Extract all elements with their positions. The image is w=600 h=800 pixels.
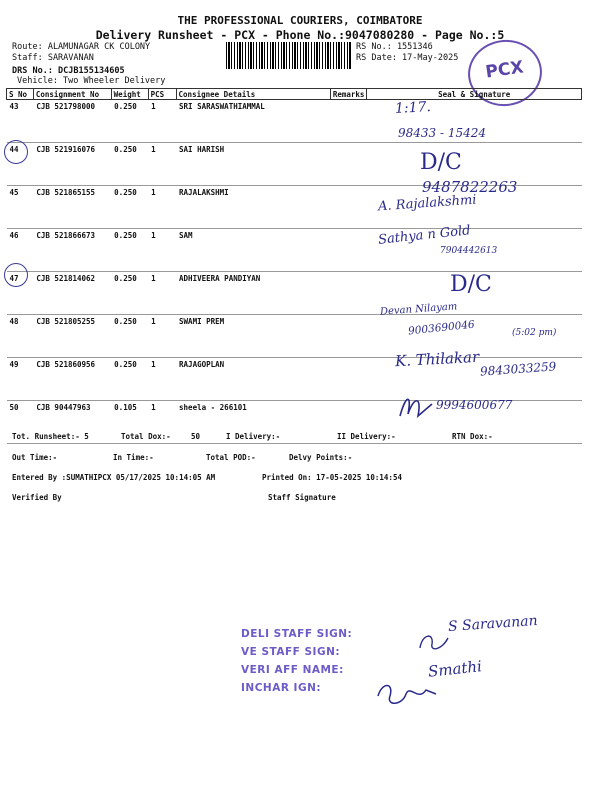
col-weight: Weight xyxy=(111,89,148,100)
signature-48-time: (5:02 pm) xyxy=(512,328,557,338)
signoff-verified-signature: Smathi xyxy=(427,657,483,681)
cell-consignment: CJB 90447963 xyxy=(33,401,111,444)
total-dox-value: 50 xyxy=(191,432,201,441)
signature-46-name: Sathya n Gold xyxy=(377,223,472,248)
cell-consignee: sheela - 266101 xyxy=(176,401,330,444)
cell-pcs: 1 xyxy=(148,358,176,401)
signature-50-phone: 9994600677 xyxy=(436,398,513,412)
cell-weight: 0.250 xyxy=(111,358,148,401)
cell-remarks xyxy=(330,143,367,186)
cell-remarks xyxy=(330,272,367,315)
cell-sno: 43 xyxy=(7,100,34,143)
cell-weight: 0.105 xyxy=(111,401,148,444)
signoff-initials-scribble xyxy=(416,630,452,660)
cell-consignment: CJB 521814062 xyxy=(33,272,111,315)
cell-sno: 48 xyxy=(7,315,34,358)
cell-pcs: 1 xyxy=(148,315,176,358)
cell-consignment: CJB 521865155 xyxy=(33,186,111,229)
table-row xyxy=(7,100,582,143)
ii-delivery: II Delivery:- xyxy=(337,432,396,441)
pen-circle-44 xyxy=(4,140,28,164)
cell-remarks xyxy=(330,315,367,358)
cell-remarks xyxy=(330,229,367,272)
cell-consignee: ADHIVEERA PANDIYAN xyxy=(176,272,330,315)
verified-by: Verified By xyxy=(12,493,62,502)
signature-49-phone: 9843033259 xyxy=(479,359,557,379)
col-consignment: Consignment No xyxy=(33,89,111,100)
pen-circle-47 xyxy=(4,263,28,287)
cell-pcs: 1 xyxy=(148,401,176,444)
signature-47-dc: D/C xyxy=(450,272,492,297)
drs-number: DRS No.: DCJB155134605 xyxy=(12,66,125,76)
signature-43-time: 1:17. xyxy=(394,99,432,117)
runsheet-table xyxy=(6,88,582,444)
cell-consignee: SAI HARISH xyxy=(176,143,330,186)
cell-weight: 0.250 xyxy=(111,186,148,229)
cell-sno: 45 xyxy=(7,186,34,229)
stamp-verified-staff-name: VERI AFF NAME: xyxy=(241,664,344,676)
cell-pcs: 1 xyxy=(148,143,176,186)
col-pcs: PCS xyxy=(148,89,176,100)
signature-43-phone: 98433 - 15424 xyxy=(398,126,487,140)
cell-sno: 44 xyxy=(7,143,34,186)
signature-50-scribble xyxy=(396,392,436,424)
cell-consignee: RAJAGOPLAN xyxy=(176,358,330,401)
rtn-dox: RTN Dox:- xyxy=(452,432,493,441)
col-remarks: Remarks xyxy=(330,89,367,100)
entered-by: Entered By :SUMATHIPCX 05/17/2025 10:14:05 AM xyxy=(12,473,216,482)
col-sno: S No xyxy=(7,89,34,100)
rs-date: RS Date: 17-May-2025 xyxy=(356,53,459,63)
cell-sno: 50 xyxy=(7,401,34,444)
vehicle: Vehicle: Two Wheeler Delivery xyxy=(17,76,166,86)
runsheet-title: Delivery Runsheet - PCX - Phone No.:9047080280 - Page No.:5 xyxy=(95,28,505,42)
cell-pcs: 1 xyxy=(148,100,176,143)
cell-sno: 47 xyxy=(7,272,34,315)
staff: Staff: SARAVANAN xyxy=(12,53,94,63)
signature-46-phone: 7904442613 xyxy=(440,246,498,256)
cell-consignee: SRI SARASWATHIAMMAL xyxy=(176,100,330,143)
stamp-verified-staff-sign: VE STAFF SIGN: xyxy=(241,646,341,658)
cell-consignment: CJB 521805255 xyxy=(33,315,111,358)
out-time: Out Time:- xyxy=(12,453,58,462)
cell-weight: 0.250 xyxy=(111,315,148,358)
cell-weight: 0.250 xyxy=(111,229,148,272)
table-row xyxy=(7,272,582,315)
cell-consignee: SWAMI PREM xyxy=(176,315,330,358)
table-row xyxy=(7,315,582,358)
cell-pcs: 1 xyxy=(148,272,176,315)
company-name: THE PROFESSIONAL COURIERS, COIMBATORE xyxy=(177,14,423,27)
cell-consignment: CJB 521916076 xyxy=(33,143,111,186)
signature-45-name: A. Rajalakshmi xyxy=(377,192,477,215)
table-header-row xyxy=(7,89,582,100)
rs-number: RS No.: 1551346 xyxy=(356,42,433,52)
pcx-stamp: PCX xyxy=(464,35,546,111)
cell-consignment: CJB 521866673 xyxy=(33,229,111,272)
signature-49-name: K. Thilakar xyxy=(394,347,480,371)
cell-consignment: CJB 521860956 xyxy=(33,358,111,401)
printed-on: Printed On: 17-05-2025 10:14:54 xyxy=(262,473,402,482)
in-time: In Time:- xyxy=(113,453,154,462)
cell-remarks xyxy=(330,186,367,229)
signature-48-name: Devan Nilayam xyxy=(379,301,458,318)
cell-weight: 0.250 xyxy=(111,272,148,315)
cell-consignee: SAM xyxy=(176,229,330,272)
signature-44-dc: D/C xyxy=(420,150,462,175)
incharge-scribble xyxy=(372,676,442,714)
barcode xyxy=(226,42,352,69)
cell-pcs: 1 xyxy=(148,186,176,229)
total-dox-label: Total Dox:- xyxy=(121,432,171,441)
col-consignee: Consignee Details xyxy=(176,89,330,100)
cell-consignee: RAJALAKSHMI xyxy=(176,186,330,229)
stamp-delivery-staff-sign: DELI STAFF SIGN: xyxy=(241,628,353,640)
i-delivery: I Delivery:- xyxy=(226,432,281,441)
cell-sno: 46 xyxy=(7,229,34,272)
signature-45-phone: 9487822263 xyxy=(422,178,518,196)
cell-pcs: 1 xyxy=(148,229,176,272)
signoff-staff-signature: S Saravanan xyxy=(447,612,539,636)
cell-remarks xyxy=(330,358,367,401)
stamp-incharge-sign: INCHAR IGN: xyxy=(241,682,322,694)
cell-weight: 0.250 xyxy=(111,100,148,143)
col-signature: Seal & Signature xyxy=(367,89,582,100)
delvy-points: Delvy Points:- xyxy=(289,453,353,462)
signature-48-phone: 9003690046 xyxy=(407,318,476,338)
route: Route: ALAMUNAGAR CK COLONY xyxy=(12,42,151,52)
staff-signature-label: Staff Signature xyxy=(268,493,336,502)
total-pod: Total POD:- xyxy=(206,453,256,462)
cell-consignment: CJB 521798000 xyxy=(33,100,111,143)
cell-sno: 49 xyxy=(7,358,34,401)
total-runsheet: Tot. Runsheet:- 5 xyxy=(12,432,89,441)
cell-weight: 0.250 xyxy=(111,143,148,186)
cell-remarks xyxy=(330,100,367,143)
